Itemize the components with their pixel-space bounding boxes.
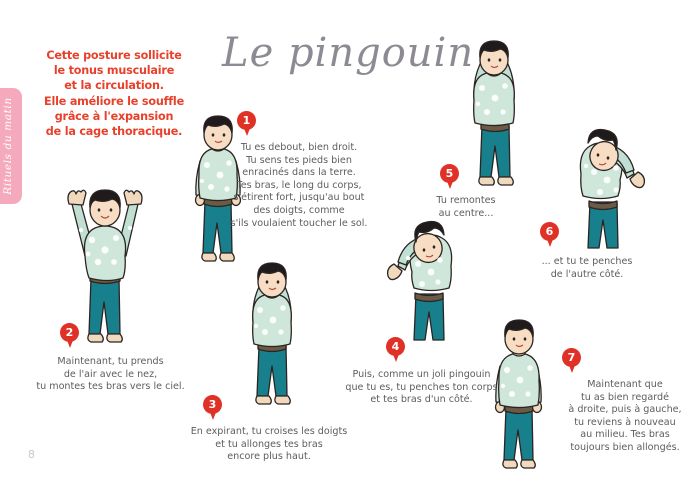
step-caption-2 <box>28 356 193 394</box>
caption-line: tu reviens à nouveau <box>574 416 676 428</box>
figure-arms-interlaced-3 <box>232 248 320 408</box>
step-pin-6 <box>540 222 559 248</box>
step-number: 4 <box>391 340 400 353</box>
caption-line: encore plus haut. <box>227 451 311 463</box>
intro-line: Cette posture sollicite <box>46 49 182 62</box>
step-caption-4 <box>339 369 504 407</box>
caption-line: s'étirent fort, jusqu'au bout <box>233 192 365 204</box>
intro-line: grâce à l'expansion <box>54 109 174 123</box>
step-caption-5 <box>425 195 507 220</box>
step-number: 6 <box>545 225 554 238</box>
figure-arms-interlaced-5 <box>452 22 548 190</box>
caption-line: toujours bien allongés. <box>570 441 680 453</box>
caption-line: et tes bras d'un côté. <box>370 394 473 406</box>
intro-line: Elle améliore le souffle <box>44 94 184 108</box>
step-pin-1 <box>237 111 256 137</box>
step-pin-3 <box>203 395 222 421</box>
step-pin-5 <box>440 164 459 190</box>
caption-line: enracinés dans la terre. <box>242 167 356 179</box>
caption-line: que tu es, tu penches ton corps <box>345 381 498 393</box>
step-caption-7 <box>560 379 690 455</box>
caption-line: Maintenant que <box>587 379 663 390</box>
caption-line: à droite, puis à gauche, <box>568 404 682 416</box>
intro-paragraph <box>28 48 200 139</box>
caption-line: des doigts, comme <box>253 204 345 216</box>
caption-line: de l'autre côté. <box>550 268 624 280</box>
caption-line: tu montes tes bras vers le ciel. <box>36 381 185 393</box>
intro-line: le tonus musculaire <box>53 64 175 78</box>
caption-line: Tes bras, le long du corps, <box>236 179 362 191</box>
caption-line: Tu remontes <box>436 195 496 206</box>
caption-line: au centre... <box>438 207 494 219</box>
step-pin-2 <box>60 323 79 349</box>
caption-line: s'ils voulaient toucher le sol. <box>230 217 368 229</box>
intro-line: et la circulation. <box>64 79 164 93</box>
step-number: 2 <box>65 326 74 339</box>
caption-line: et tu allonges tes bras <box>215 438 323 450</box>
step-pin-4 <box>386 337 405 363</box>
step-caption-6 <box>524 256 650 281</box>
step-number: 3 <box>208 398 217 411</box>
figure-side-bend-6 <box>556 106 652 258</box>
caption-line: de l'air avec le nez, <box>63 368 158 380</box>
step-number: 7 <box>567 351 576 364</box>
side-tab <box>0 88 22 204</box>
step-caption-1 <box>226 142 372 230</box>
page-title: Le pingouin <box>222 30 475 76</box>
side-tab-label: Rituels du matin <box>2 97 14 195</box>
caption-line: tu as bien regardé <box>581 391 669 403</box>
caption-line: ... et tu te penches <box>541 256 633 267</box>
intro-line: de la cage thoracique. <box>45 125 183 139</box>
step-pin-7 <box>562 348 581 374</box>
caption-line: au milieu. Tes bras <box>580 429 670 441</box>
step-caption-3 <box>181 426 357 464</box>
caption-line: Maintenant, tu prends <box>57 356 164 367</box>
figure-side-bend-4 <box>382 198 478 350</box>
caption-line: En expirant, tu croises les doigts <box>190 426 348 437</box>
caption-line: Tu sens tes pieds bien <box>246 154 352 166</box>
caption-line: Puis, comme un joli pingouin <box>352 369 491 380</box>
step-number: 1 <box>242 114 251 127</box>
step-number: 5 <box>445 167 454 180</box>
caption-line: Tu es debout, bien droit. <box>240 142 358 153</box>
page-number: 8 <box>28 448 35 461</box>
